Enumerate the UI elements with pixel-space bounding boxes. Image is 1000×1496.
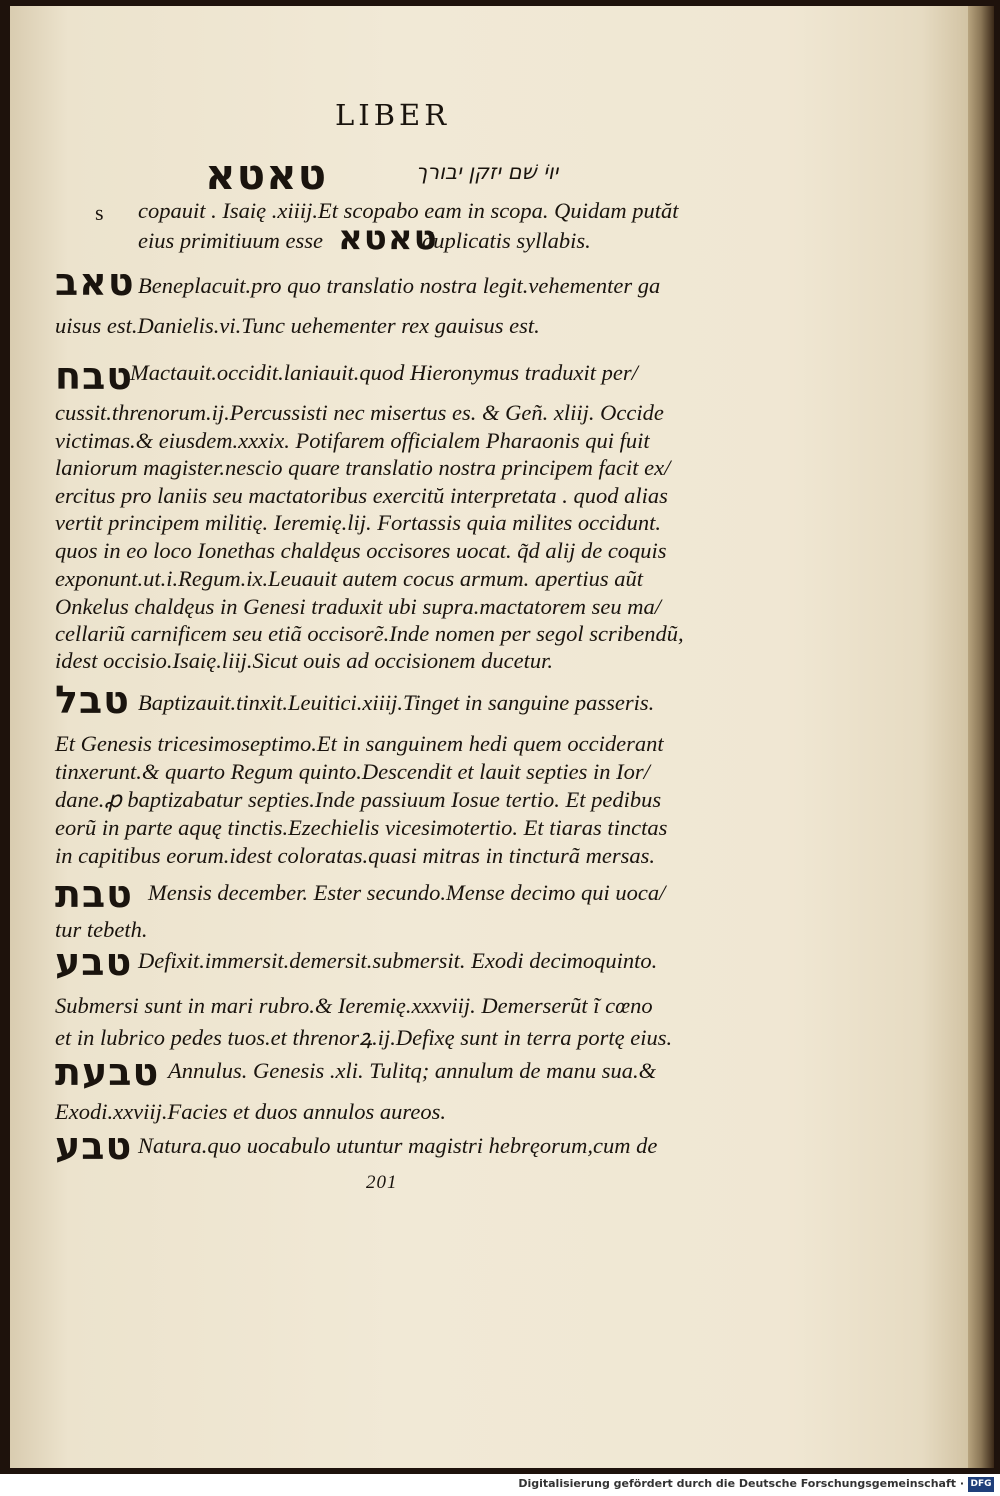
entry-headword: טבל bbox=[55, 678, 130, 722]
text-line: tinxerunt.& quarto Regum quinto.Descendit et lauit septies in Ior/ bbox=[55, 759, 650, 784]
entry-headword: טבעת bbox=[55, 1050, 160, 1094]
text-line: laniorum magister.nescio quare translatio nostra principem facit ex/ bbox=[55, 455, 671, 480]
margin-letter: s bbox=[95, 200, 104, 225]
text-line: Annulus. Genesis .xli. Tulitq; annulum de manu sua.& bbox=[168, 1058, 657, 1083]
text-line: eius primitiuum esse bbox=[138, 228, 323, 253]
text-line: Onkelus chaldęus in Genesi traduxit ubi supra.mactatorem seu ma/ bbox=[55, 594, 661, 619]
text-line: Et Genesis tricesimoseptimo.Et in sanguinem hedi quem occiderant bbox=[55, 731, 664, 756]
text-line: cellariũ carnificem seu etiã occisorẽ.Inde nomen per segol scribendũ, bbox=[55, 621, 684, 646]
text-line: Submersi sunt in mari rubro.& Ieremię.xxxviij. Demerserũt ĩ cœno bbox=[55, 993, 653, 1018]
text-line: Exodi.xxviij.Facies et duos annulos aureos. bbox=[55, 1099, 446, 1124]
text-line: eorũ in parte aquę tinctis.Ezechielis vicesimotertio. Et tiaras tinctas bbox=[55, 815, 668, 840]
text-line: Baptizauit.tinxit.Leuitici.xiiij.Tinget in sanguine passeris. bbox=[138, 690, 655, 715]
dfg-logo: DFG bbox=[968, 1477, 994, 1492]
text-line: dane.ꝓ baptizabatur septies.Inde passiuum Iosue tertio. Et pedibus bbox=[55, 787, 662, 812]
text-line: in capitibus eorum.idest coloratas.quasi mitras in tincturã mersas. bbox=[55, 843, 656, 868]
headword: טאטא bbox=[205, 150, 328, 199]
entry-headword: טבע bbox=[55, 1124, 133, 1168]
text-line: exponunt.ut.i.Regum.ix.Leuauit autem cocus armum. apertius aũt bbox=[55, 566, 644, 591]
text-line: duplicatis syllabis. bbox=[422, 228, 591, 253]
text-line: Defixit.immersit.demersit.submersit. Exodi decimoquinto. bbox=[138, 948, 658, 973]
text-line: vertit principem militię. Ieremię.lij. Fortassis quia milites occidunt. bbox=[55, 510, 661, 535]
entry-headword: טבע bbox=[55, 940, 133, 984]
text-line: uisus est.Danielis.vi.Tunc uehementer rex gauisus est. bbox=[55, 313, 540, 338]
running-head: LIBER bbox=[335, 98, 451, 132]
text-line: ercitus pro laniis seu mactatoribus exercitŭ interpretata . quod alias bbox=[55, 483, 668, 508]
text-line: quos in eo loco Ionethas chaldęus occisores uocat. q̃d alij de coquis bbox=[55, 538, 667, 563]
funding-credit: Digitalisierung gefördert durch die Deutsche Forschungsgemeinschaft · bbox=[518, 1477, 964, 1490]
text-line: Mensis december. Ester secundo.Mense decimo qui uoca/ bbox=[148, 880, 666, 905]
footer-bar bbox=[0, 1474, 1000, 1496]
text-line: Beneplacuit.pro quo translatio nostra legit.vehementer ga bbox=[138, 273, 661, 298]
text-line: victimas.& eiusdem.xxxix. Potifarem officialem Pharaonis qui fuit bbox=[55, 428, 650, 453]
hebrew-note: יוֹי שׁם יזקן יבורך bbox=[416, 160, 559, 184]
entry-headword: טבת bbox=[55, 872, 133, 916]
text-line: idest occisio.Isaię.liij.Sicut ouis ad occisionem ducetur. bbox=[55, 648, 554, 673]
inline-hebrew: טאטא bbox=[338, 218, 438, 258]
text-line: Natura.quo uocabulo utuntur magistri hebręorum,cum de bbox=[138, 1133, 658, 1158]
text-line: copauit . Isaię .xiiij.Et scopabo eam in scopa. Quidam putăt bbox=[138, 198, 679, 223]
text-line: cussit.threnorum.ij.Percussisti nec misertus es. & Geñ. xliij. Occide bbox=[55, 400, 664, 425]
page-edge bbox=[968, 6, 994, 1468]
entry-headword: טאב bbox=[55, 260, 135, 304]
page-number: 201 bbox=[366, 1172, 398, 1193]
entry-headword: טבח bbox=[55, 354, 134, 398]
text-line: Mactauit.occidit.laniauit.quod Hieronymus traduxit per/ bbox=[130, 360, 638, 385]
text-line: et in lubrico pedes tuos.et threnorꝝ.ij.Defixę sunt in terra portę eius. bbox=[55, 1025, 673, 1050]
text-line: tur tebeth. bbox=[55, 917, 148, 942]
